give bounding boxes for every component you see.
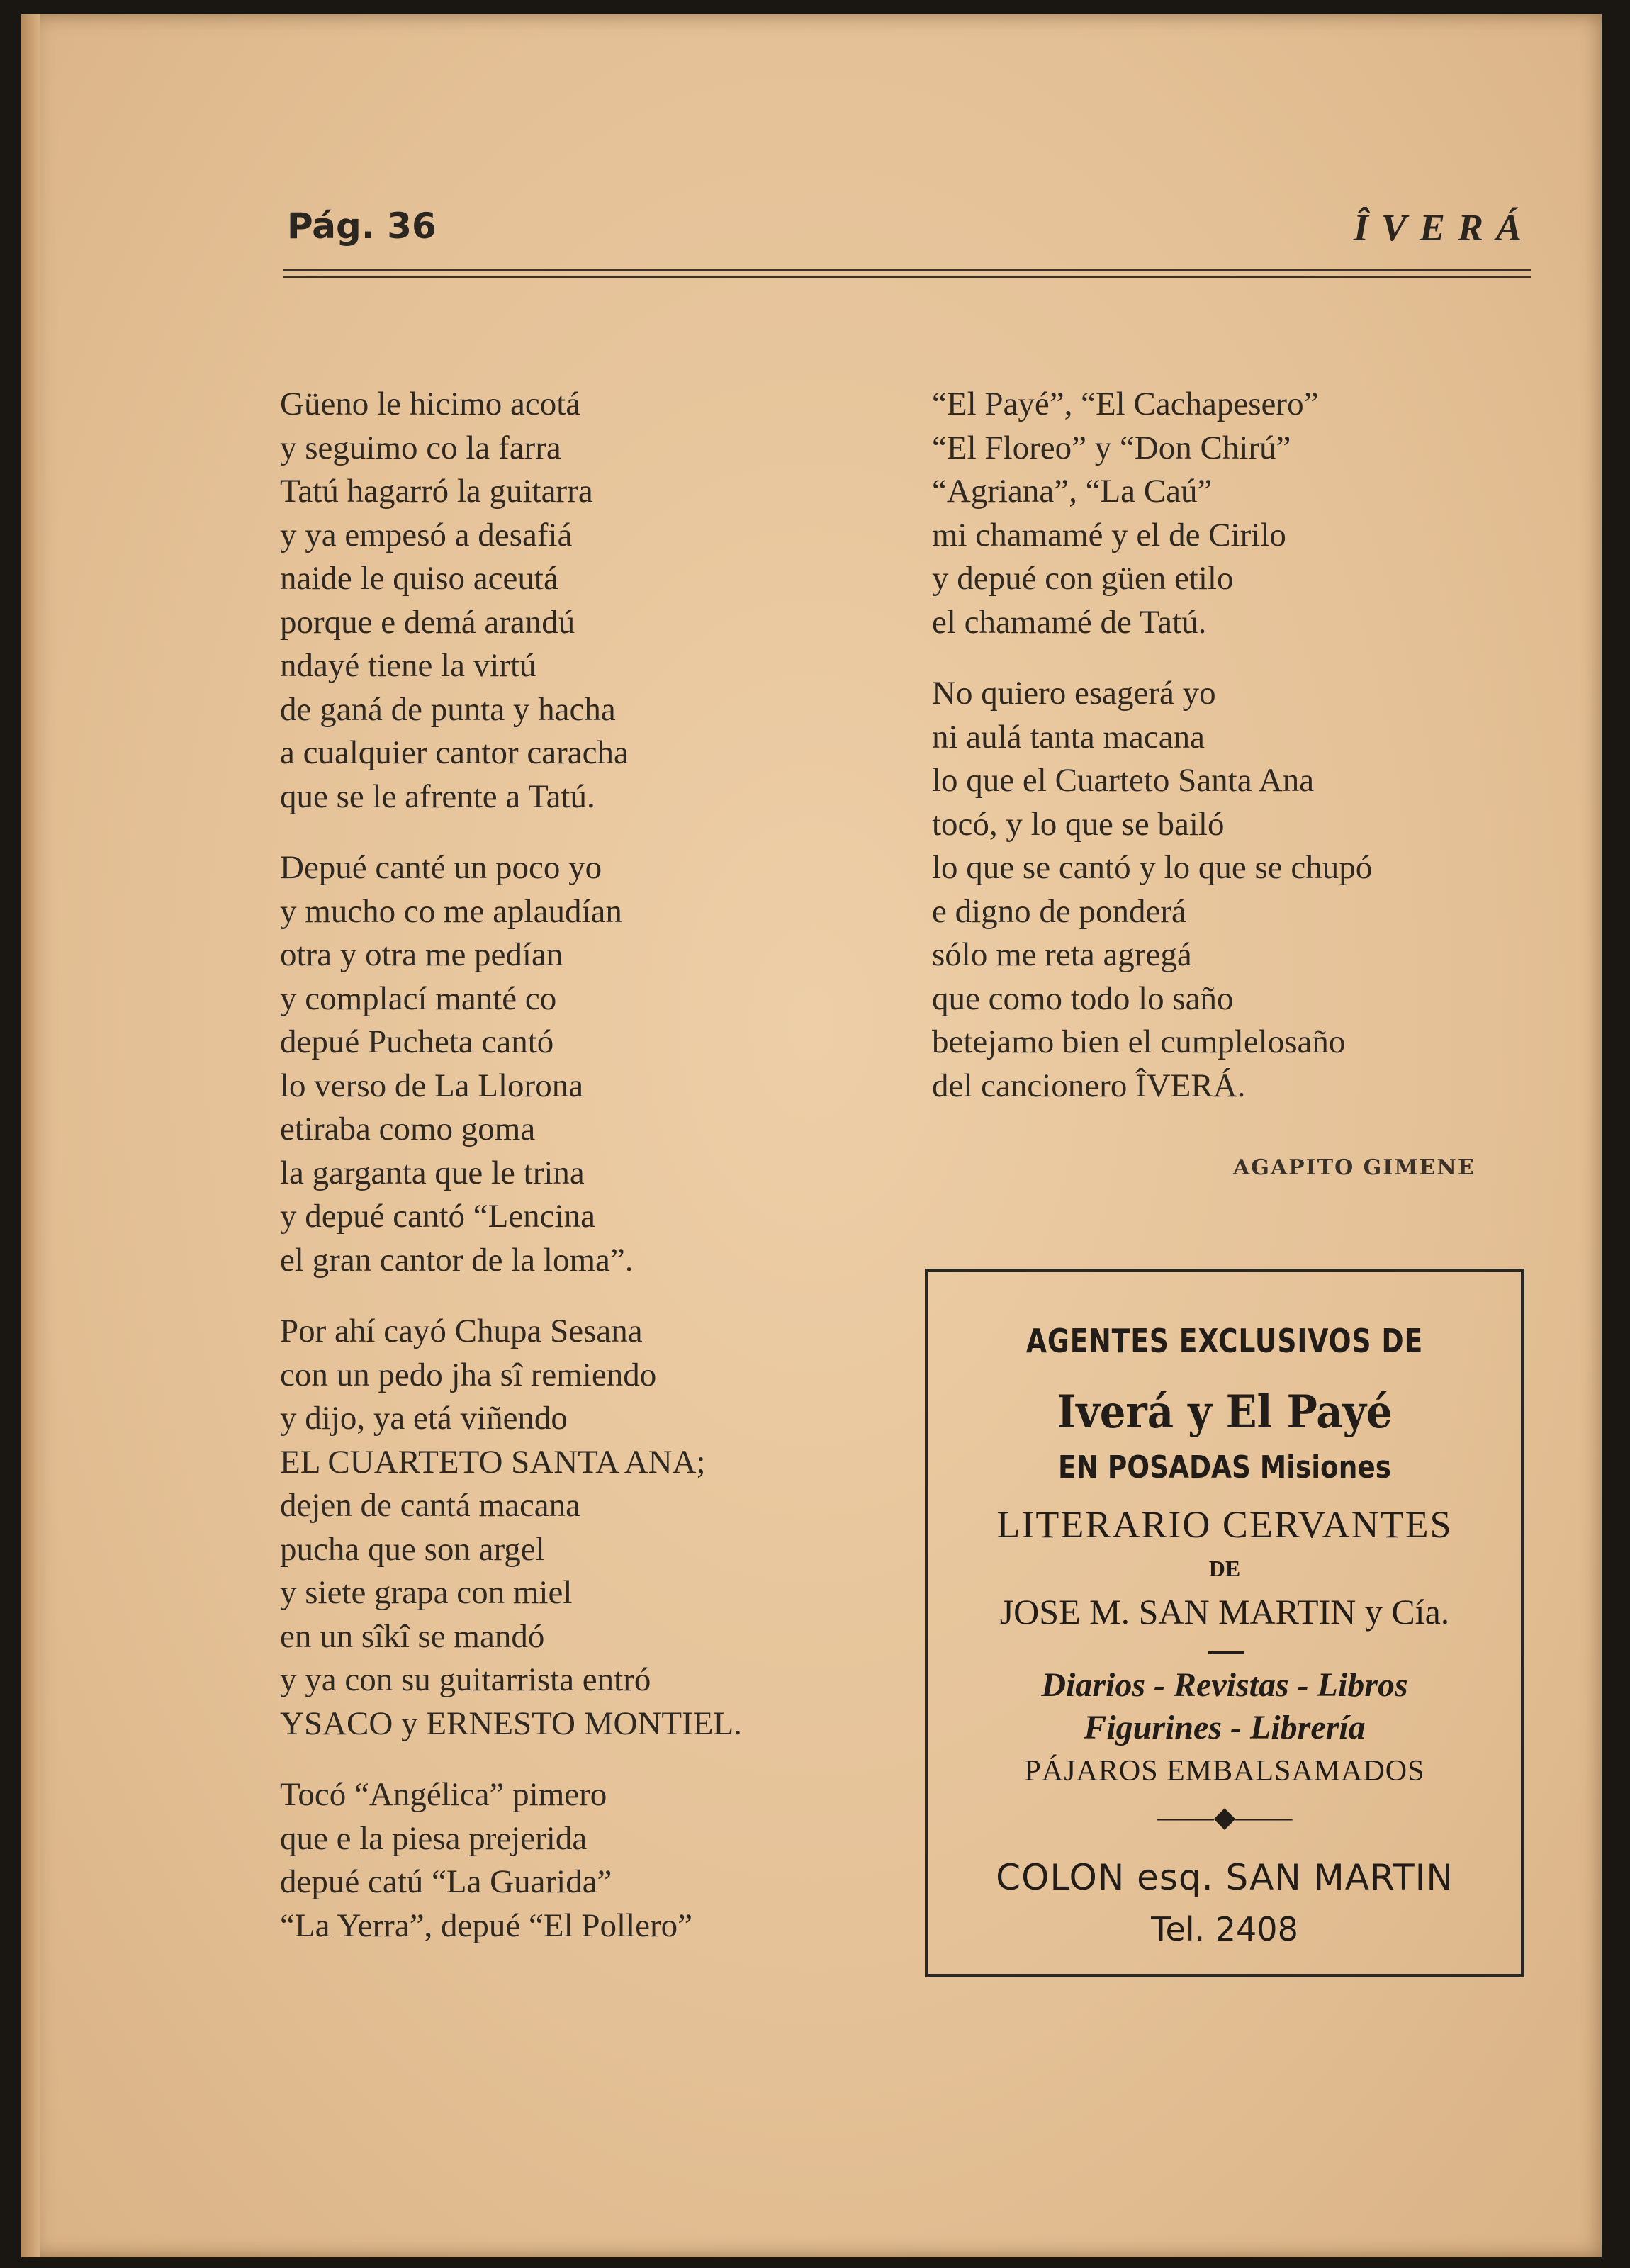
poem-line: el chamamé de Tatú. <box>932 603 1207 641</box>
poem-line: Por ahí cayó Chupa Sesana <box>280 1313 643 1349</box>
poem-line: y siete grapa con miel <box>280 1574 573 1611</box>
ad-products-line-2: Figurines - Librería <box>1084 1709 1366 1746</box>
ad-owner-line: JOSE M. SAN MARTIN y Cía. <box>999 1592 1450 1632</box>
poem-line: del cancionero ÎVERÁ. <box>932 1067 1246 1104</box>
poem-line: betejamo bien el cumplelosaño <box>932 1023 1346 1060</box>
poem-line: pucha que son argel <box>280 1530 545 1568</box>
header-rule-double <box>283 276 1531 278</box>
ad-products-line-1: Diarios - Revistas - Libros <box>1041 1666 1408 1704</box>
poem-line: EL CUARTETO SANTA ANA; <box>280 1443 706 1481</box>
poem-line: y complací manté co <box>280 979 557 1017</box>
author-signature: AGAPITO GIMENE <box>1233 1155 1476 1180</box>
ad-phone-line: Tel. 2408 <box>1151 1910 1298 1948</box>
poem-line: porque e demá arandú <box>280 603 575 641</box>
poem-line: Tatú hagarró la guitarra <box>280 473 593 510</box>
ad-location-line: EN POSADAS Misiones <box>1058 1449 1391 1486</box>
poem-line: con un pedo jha sî remiendo <box>280 1356 657 1393</box>
ad-publications-line: Iverá y El Payé <box>1057 1386 1393 1439</box>
poem-line: el gran cantor de la loma”. <box>280 1241 634 1279</box>
page-number: Pág. 36 <box>287 206 437 247</box>
poem-line: la garganta que le trina <box>280 1154 585 1191</box>
poem-line: que se le afrente a Tatú. <box>280 777 595 815</box>
poem-line: depué catú “La Guarida” <box>280 1863 612 1900</box>
header-rule <box>283 269 1531 271</box>
poem-line: lo que se cantó y lo que se chupó <box>932 849 1373 886</box>
poem-line: “Agriana”, “La Caú” <box>932 473 1213 510</box>
poem-line: y ya empesó a desafiá <box>280 516 573 554</box>
poem-stanza <box>280 1310 918 1746</box>
poem-line: ni aulá tanta macana <box>932 718 1205 756</box>
ad-divider <box>1208 1651 1244 1654</box>
poem-line: y mucho co me aplaudían <box>280 892 622 930</box>
poem-stanza <box>280 383 918 819</box>
poem-line: Depué canté un poco yo <box>280 849 602 886</box>
poem-line: dejen de cantá macana <box>280 1487 581 1524</box>
advertisement-box <box>925 1269 1524 1977</box>
poem-line: lo verso de La Llorona <box>280 1067 584 1104</box>
poem-stanza <box>280 846 918 1282</box>
poem-line: que e la piesa prejerida <box>280 1819 588 1857</box>
ad-products-line-3: PÁJAROS EMBALSAMADOS <box>1024 1755 1425 1787</box>
poem-line: y depué cantó “Lencina <box>280 1198 595 1235</box>
page-header <box>287 206 1534 262</box>
poem-stanza <box>932 672 1541 1108</box>
poem-line: Tocó “Angélica” pimero <box>280 1776 607 1813</box>
poem-line: sólo me reta agregá <box>932 936 1192 973</box>
poem-line: Güeno le hicimo acotá <box>280 386 581 422</box>
poem-line: otra y otra me pedían <box>280 936 563 973</box>
ad-ornament: ——◆—— <box>1157 1801 1293 1833</box>
poem-line: y seguimo co la farra <box>280 429 561 466</box>
poem-line: YSACO y ERNESTO MONTIEL. <box>280 1705 742 1742</box>
poem-line: de ganá de punta y hacha <box>280 690 616 728</box>
poem-stanza <box>932 383 1541 644</box>
poem-line: “El Payé”, “El Cachapesero” <box>932 386 1319 422</box>
poem-line: lo que el Cuarteto Santa Ana <box>932 762 1315 799</box>
poem-line: “La Yerra”, depué “El Pollero” <box>280 1907 693 1944</box>
poem-line: etiraba como goma <box>280 1111 536 1147</box>
ad-agents-line: AGENTES EXCLUSIVOS DE <box>1025 1322 1424 1360</box>
poem-line: y ya con su guitarrista entró <box>280 1661 651 1698</box>
poem-line: depué Pucheta cantó <box>280 1023 554 1060</box>
poem-line: naide le quiso aceutá <box>280 560 558 597</box>
poem-line: y dijo, ya etá viñendo <box>280 1400 568 1437</box>
poem-line: a cualquier cantor caracha <box>280 734 629 771</box>
poem-line: ndayé tiene la virtú <box>280 647 536 684</box>
ad-store-name: LITERARIO CERVANTES <box>996 1503 1453 1546</box>
ad-de-line: DE <box>1208 1556 1241 1581</box>
page-binding-edge <box>21 14 40 2257</box>
poem-line: que como todo lo saño <box>932 979 1234 1017</box>
poem-line: tocó, y lo que se bailó <box>932 805 1225 843</box>
poem-left-column <box>280 383 918 1975</box>
poem-right-column <box>932 383 1541 1135</box>
poem-line: No quiero esagerá yo <box>932 675 1216 712</box>
poem-line: e digno de ponderá <box>932 892 1186 930</box>
poem-line: y depué con güen etilo <box>932 560 1234 597</box>
poem-line: en un sîkî se mandó <box>280 1617 545 1655</box>
poem-stanza <box>280 1773 918 1948</box>
ad-address-line: COLON esq. SAN MARTIN <box>996 1857 1454 1898</box>
poem-line: “El Floreo” y “Don Chirú” <box>932 429 1291 466</box>
journal-title: ÎVERÁ <box>1353 206 1534 249</box>
poem-line: mi chamamé y el de Cirilo <box>932 516 1286 554</box>
